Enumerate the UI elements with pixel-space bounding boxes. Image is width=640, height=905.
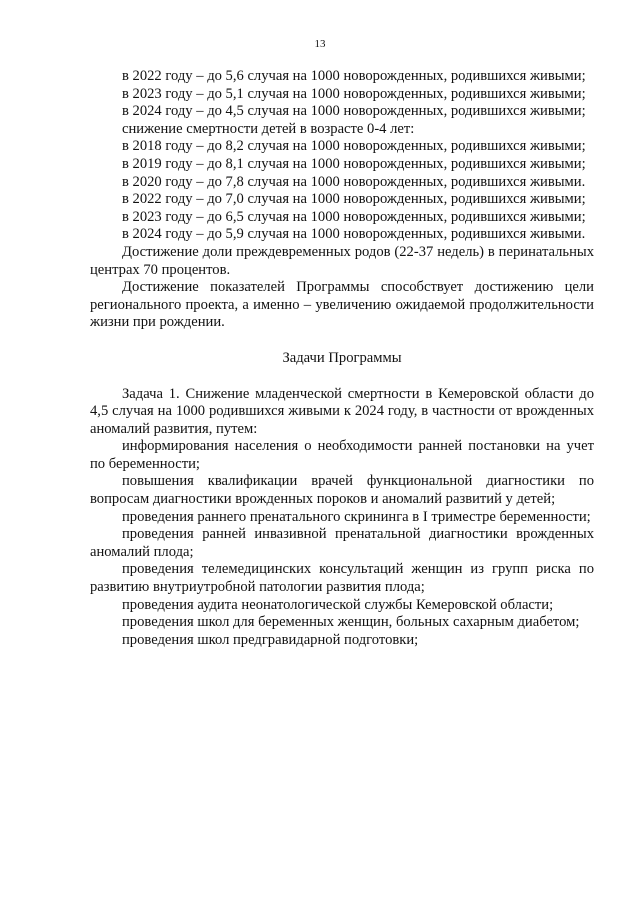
paragraph: снижение смертности детей в возрасте 0-4 лет: (122, 120, 415, 137)
paragraph: проведения ранней инвазивной пренатальной диагностики врожденных аномалий плода; (90, 526, 594, 560)
paragraph: Достижение доли преждевременных родов (22-37 недель) в перинатальных центрах 70 процентов. (90, 243, 594, 278)
paragraph: проведения аудита неонатологической службы Кемеровской области; (122, 596, 554, 613)
paragraph: в 2023 году – до 5,1 случая на 1000 новорожденных, родившихся живыми; (122, 85, 586, 102)
section-heading: Задачи Программы (282, 349, 402, 366)
paragraph: в 2022 году – до 5,6 случая на 1000 новорожденных, родившихся живыми; (122, 68, 586, 84)
paragraph: проведения раннего пренатального скрининга в I триместре беременности; (122, 508, 591, 525)
paragraph: информирования населения о необходимости ранней постановки на учет по беременности; (90, 438, 594, 472)
paragraph: в 2019 году – до 8,1 случая на 1000 новорожденных, родившихся живыми; (122, 155, 586, 172)
paragraph: Достижение показателей Программы способствует достижению цели регионального проекта, а именно – увеличению ожидаемой продолжительности жизни при рождении. (90, 279, 594, 331)
paragraph: повышения квалификации врачей функциональной диагностики по вопросам диагностики врожденных пороков и аномалий развитий у детей; (90, 473, 594, 508)
paragraph: в 2020 году – до 7,8 случая на 1000 новорожденных, родившихся живыми. (122, 173, 586, 190)
paragraph: в 2024 году – до 5,9 случая на 1000 новорожденных, родившихся живыми. (122, 226, 586, 243)
document-body (90, 68, 594, 649)
paragraph: проведения школ предгравидарной подготовки; (122, 631, 419, 648)
paragraph: в 2023 году – до 6,5 случая на 1000 новорожденных, родившихся живыми; (122, 208, 586, 225)
paragraph: в 2022 году – до 7,0 случая на 1000 новорожденных, родившихся живыми; (122, 191, 586, 208)
page-number: 13 (314, 38, 326, 50)
paragraph: проведения школ для беременных женщин, больных сахарным диабетом; (122, 614, 580, 631)
paragraph: Задача 1. Снижение младенческой смертности в Кемеровской области до 4,5 случая на 1000 родившихся живыми к 2024 году, в частности от врожденных аномалий развития, путем: (90, 385, 594, 437)
paragraph: в 2024 году – до 4,5 случая на 1000 новорожденных, родившихся живыми; (122, 103, 586, 120)
paragraph: в 2018 году – до 8,2 случая на 1000 новорожденных, родившихся живыми; (122, 138, 586, 155)
paragraph: проведения телемедицинских консультаций женщин из групп риска по развитию внутриутробной патологии развития плода; (90, 561, 594, 596)
